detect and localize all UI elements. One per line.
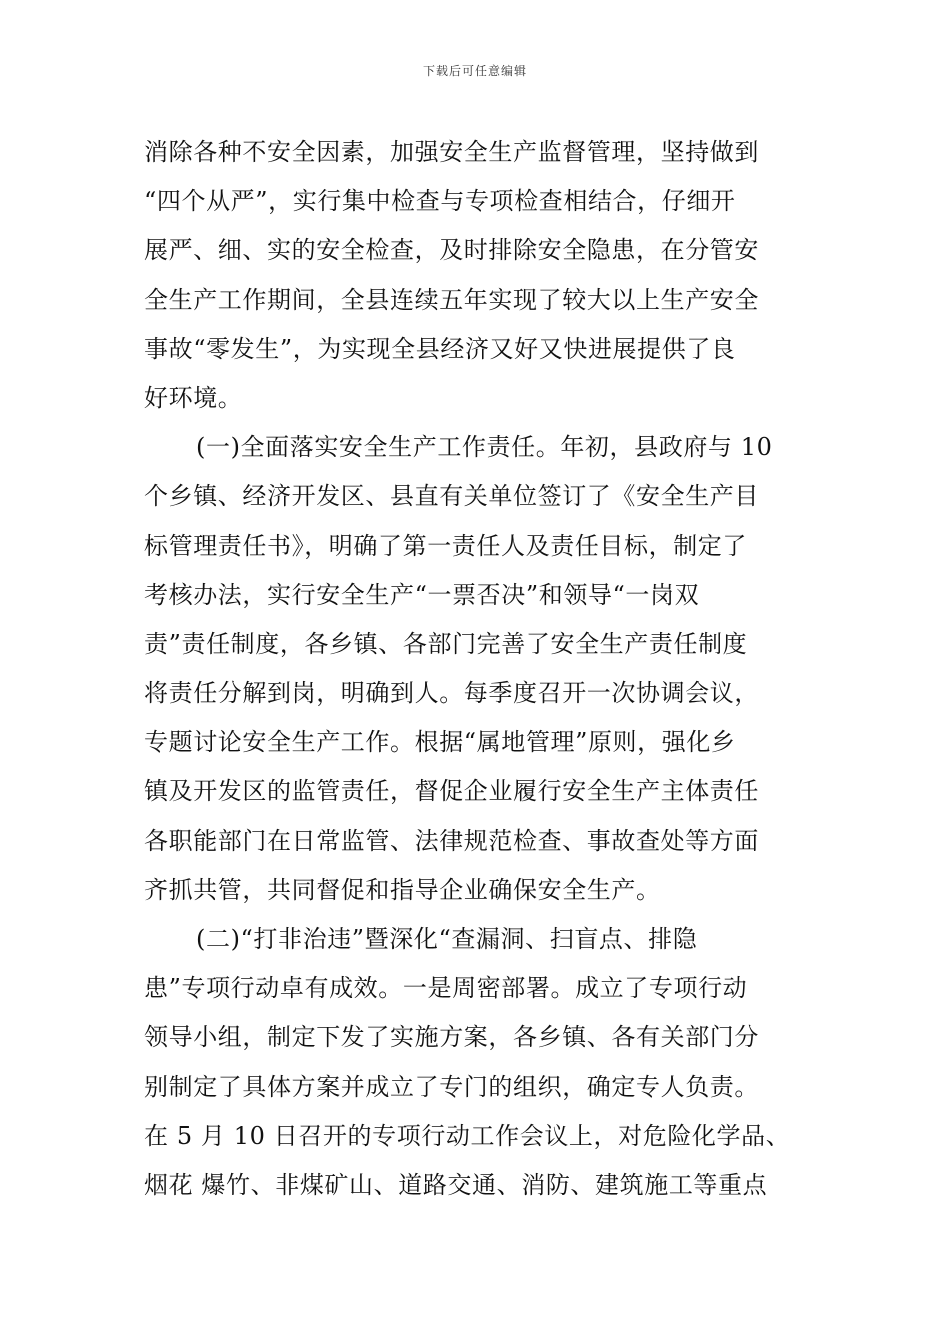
text-line: 个乡镇、经济开发区、县直有关单位签订了《安全生产目 bbox=[144, 482, 759, 511]
text-line: 齐抓共管，共同督促和指导企业确保安全生产。 bbox=[144, 875, 661, 904]
text-line: 领导小组，制定下发了实施方案，各乡镇、各有关部门分 bbox=[144, 1023, 759, 1052]
text-line: 考核办法，实行安全生产“一票否决”和领导“一岗双 bbox=[144, 580, 700, 609]
text-line: 将责任分解到岗，明确到人。每季度召开一次协调会议， bbox=[144, 679, 759, 708]
page-header: 下载后可任意编辑 bbox=[422, 64, 527, 78]
text-line: 专题讨论安全生产工作。根据“属地管理”原则，强化乡 bbox=[144, 728, 736, 757]
text-line: 事故“零发生”，为实现全县经济又好又快进展提供了良 bbox=[144, 334, 736, 363]
text-line: 在 5 月 10 日召开的专项行动工作会议上，对危险化学品、 bbox=[144, 1121, 791, 1150]
text-line: 展严、细、实的安全检查，及时排除安全隐患，在分管安 bbox=[144, 236, 759, 265]
text-line: 标管理责任书》，明确了第一责任人及责任目标，制定了 bbox=[144, 531, 747, 560]
text-line: 好环境。 bbox=[144, 383, 243, 412]
text-line: 别制定了具体方案并成立了专门的组织，确定专人负责。 bbox=[144, 1072, 759, 1101]
paragraph-start-line: (二)“打非治违”暨深化“查漏洞、扫盲点、排隐 bbox=[196, 925, 698, 953]
paragraph-start-line: (一)全面落实安全生产工作责任。年初，县政府与 10 bbox=[196, 433, 773, 462]
text-line: 各职能部门在日常监管、法律规范检查、事故查处等方面 bbox=[144, 826, 759, 855]
text-line: 烟花 爆竹、非煤矿山、道路交通、消防、建筑施工等重点 bbox=[144, 1170, 768, 1199]
text-line: 消除各种不安全因素，加强安全生产监督管理，坚持做到 bbox=[144, 138, 759, 166]
text-line: 全生产工作期间，全县连续五年实现了较大以上生产安全 bbox=[144, 285, 759, 314]
document-body bbox=[144, 128, 808, 1210]
text-line: 责”责任制度，各乡镇、各部门完善了安全生产责任制度 bbox=[144, 629, 748, 658]
text-line: 镇及开发区的监管责任，督促企业履行安全生产主体责任 bbox=[144, 777, 759, 806]
text-line: “四个从严”，实行集中检查与专项检查相结合，仔细开 bbox=[144, 187, 736, 216]
text-line: 患”专项行动卓有成效。一是周密部署。成立了专项行动 bbox=[144, 974, 748, 1003]
